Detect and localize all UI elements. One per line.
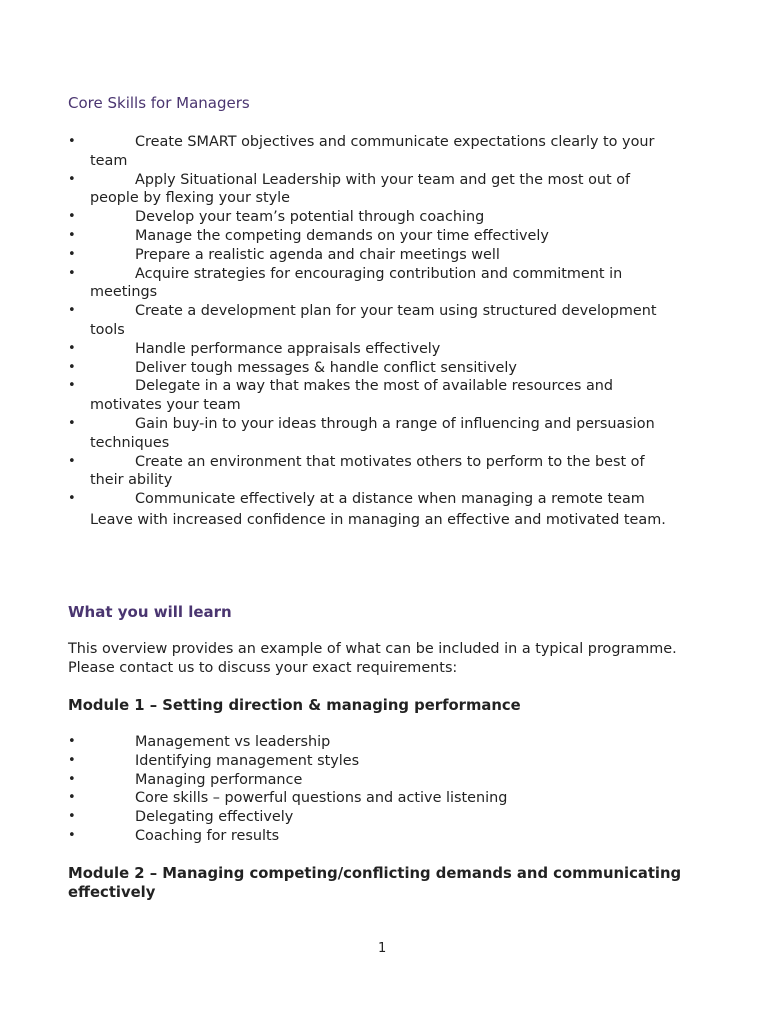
list-item (0, 208, 680, 227)
bullet-icon: • (68, 734, 76, 749)
list-item (0, 771, 688, 790)
bullet-icon: • (68, 415, 76, 431)
list-item-text: Apply Situational Leadership with your team and get the most out of people by flexing your style (90, 171, 631, 207)
core-skills-closing-text: Leave with increased confidence in managing an effective and motivated team. (90, 512, 666, 528)
list-item (0, 171, 680, 209)
list-item (0, 490, 680, 509)
overview-paragraph: This overview provides an example of what can be included in a typical programme. Please contact us to discuss your exact requirements: (68, 641, 677, 676)
list-item (0, 340, 680, 359)
list-item (0, 246, 680, 265)
module-1-title: Module 1 – Setting direction & managing performance (68, 697, 521, 714)
bullet-icon: • (68, 265, 76, 281)
bullet-icon: • (68, 303, 76, 319)
bullet-icon: • (68, 359, 76, 375)
list-item-text: Develop your team’s potential through coaching (135, 209, 485, 226)
list-item (0, 227, 680, 246)
bullet-icon: • (68, 752, 76, 768)
bullet-icon: • (68, 246, 76, 262)
list-item-text: Deliver tough messages & handle conflict sensitively (135, 359, 517, 376)
core-skills-heading: Core Skills for Managers (68, 94, 250, 112)
page-number: 1 (378, 941, 387, 956)
list-item-text: Delegate in a way that makes the most of available resources and motivates your team (90, 378, 614, 414)
list-item-text: Handle performance appraisals effectively (135, 340, 441, 357)
list-item (0, 827, 688, 846)
list-item-text: Delegating effectively (135, 809, 294, 826)
list-item-text: Prepare a realistic agenda and chair meetings well (135, 246, 500, 263)
module-1-list (0, 733, 768, 846)
core-skills-list (0, 133, 768, 509)
what-you-will-learn-heading: What you will learn (68, 603, 232, 621)
list-item (0, 808, 688, 827)
list-item (0, 359, 680, 378)
list-item-text: Coaching for results (135, 827, 280, 844)
list-item-text: Acquire strategies for encouraging contribution and commitment in meetings (90, 265, 623, 301)
bullet-icon: • (68, 340, 76, 356)
bullet-icon: • (68, 134, 76, 149)
list-item (0, 302, 680, 340)
bullet-icon: • (68, 790, 76, 806)
list-item-text: Identifying management styles (135, 752, 360, 769)
list-item-text: Create SMART objectives and communicate expectations clearly to your team (90, 134, 655, 169)
list-item-text: Communicate effectively at a distance when managing a remote team (135, 491, 645, 508)
bullet-icon: • (68, 453, 76, 469)
bullet-icon: • (68, 378, 76, 394)
bullet-icon: • (68, 171, 76, 187)
list-item-text: Management vs leadership (135, 734, 331, 750)
list-item-text: Create a development plan for your team using structured development tools (90, 303, 657, 338)
list-item (0, 752, 688, 771)
list-item-text: Managing performance (135, 771, 303, 788)
list-item (0, 265, 680, 303)
list-item-text: Gain buy-in to your ideas through a range of influencing and persuasion techniques (90, 415, 655, 451)
list-item (0, 789, 688, 808)
bullet-icon: • (68, 209, 76, 225)
list-item (0, 453, 680, 491)
bullet-icon: • (68, 491, 76, 507)
list-item (0, 133, 680, 171)
list-item-text: Core skills – powerful questions and active listening (135, 790, 508, 807)
bullet-icon: • (68, 771, 76, 787)
module-2-title: Module 2 – Managing competing/conflicting demands and communicating effectively (68, 865, 682, 901)
bullet-icon: • (68, 809, 76, 825)
bullet-icon: • (68, 827, 76, 843)
list-item-text: Create an environment that motivates others to perform to the best of their ability (90, 453, 645, 489)
list-item (0, 733, 688, 752)
list-item (0, 377, 680, 415)
bullet-icon: • (68, 227, 76, 243)
list-item-text: Manage the competing demands on your time effectively (135, 227, 549, 244)
list-item (0, 415, 680, 453)
